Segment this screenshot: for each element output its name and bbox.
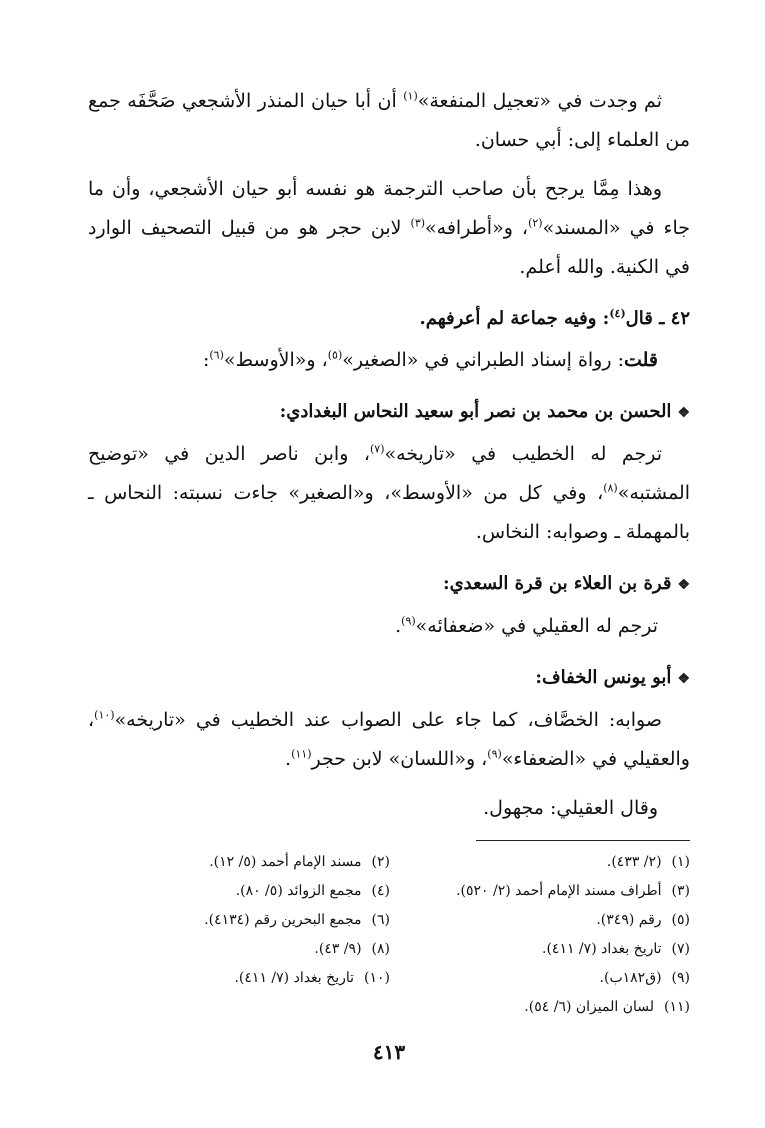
footnote-number: (٧): [671, 941, 690, 957]
text: ، وفي كل من «الأوسط»، و«الصغير» جاءت نسبته: النحاس ـ بالمهملة ـ وصوابه: النخاس.: [88, 482, 690, 543]
diamond-bullet-icon: ❖: [677, 405, 690, 421]
book-page: [88, 82, 690, 1092]
text: لابن حجر هو من قبيل التصحيف الوارد في الكنية. والله أعلم.: [88, 217, 690, 278]
text: ثم وجدت في «تعجيل المنفعة»: [417, 90, 662, 112]
footnote-item: [90, 964, 390, 993]
footnote-number: (٢): [371, 854, 390, 870]
text: ، و«الأوسط»: [223, 349, 328, 371]
footnote-text: تاريخ بغداد (٧/ ٤١١).: [542, 941, 662, 957]
text: وقال العقيلي: مجهول.: [483, 797, 658, 819]
text: .: [395, 615, 402, 637]
footnote-ref-3: (٣): [410, 216, 426, 230]
narrator-name: الحسن بن محمد بن نصر أبو سعيد النحاس البغدادي:: [279, 401, 672, 422]
text: ، وابن ناصر الدين في «توضيح المشتبه»: [88, 443, 690, 504]
paragraph-tarjih: [88, 170, 690, 287]
narrator-name: قرة بن العلاء بن قرة السعدي:: [442, 573, 672, 594]
footnote-text: مسند الإمام أحمد (٥/ ١٢).: [209, 854, 362, 870]
footnote-item: [390, 848, 690, 877]
footnote-text: أطراف مسند الإمام أحمد (٢/ ٥٢٠).: [456, 883, 662, 899]
section-heading-42: [88, 301, 690, 337]
paragraph-tajil: [88, 82, 690, 160]
footnote-item: [390, 935, 690, 964]
footnote-item: [390, 906, 690, 935]
footnote-ref-5: (٥): [327, 348, 343, 362]
footnotes-column-right: [390, 848, 690, 1022]
footnote-ref-2: (٢): [528, 216, 543, 230]
text: :: [202, 349, 210, 371]
footnote-number: (١١): [664, 999, 690, 1015]
narrator-heading-qurra: [88, 566, 690, 603]
text: ، و«اللسان» لابن حجر: [311, 748, 488, 770]
footnote-number: (٤): [371, 883, 390, 899]
footnote-number: (١٠): [364, 970, 390, 986]
qultu-label: قلت: [623, 349, 658, 371]
text: وهذا مِمَّا يرجح بأن صاحب الترجمة هو نفسه أبو حيان الأشجعي، وأن ما جاء في «المسند»: [88, 178, 690, 239]
footnote-number: (٥): [671, 912, 690, 928]
section-quote: : وفيه جماعة لم أعرفهم.: [419, 308, 610, 329]
paragraph-abu-yunus: [88, 701, 690, 779]
footnote-number: (٦): [371, 912, 390, 928]
footnote-number: (٨): [371, 941, 390, 957]
footnote-item: [90, 848, 390, 877]
footnote-text: (٢/ ٤٣٣).: [606, 854, 662, 870]
footnote-ref-6: (٦): [209, 348, 224, 362]
footnote-text: مجمع الزوائد (٥/ ٨٠).: [235, 883, 362, 899]
footnote-separator: [476, 840, 690, 841]
text: أن أبا حيان المنذر الأشجعي صَحَّفَه جمع من العلماء إلى: أبي حسان.: [88, 90, 690, 151]
diamond-bullet-icon: ❖: [677, 577, 690, 593]
text: ، والعقيلي في «الضعفاء»: [88, 709, 690, 770]
footnote-item: [90, 906, 390, 935]
page-number: ٤١٣: [372, 1040, 406, 1064]
text: ترجم له العقيلي في «ضعفائه»: [415, 615, 658, 637]
footnote-number: (٩): [671, 970, 690, 986]
footnote-item: [90, 877, 390, 906]
footnote-ref-7: (٧): [369, 442, 385, 456]
footnote-text: مجمع البحرين رقم (٤١٣٤).: [204, 912, 362, 928]
footnote-item: [390, 877, 690, 906]
paragraph-qultu: [88, 341, 690, 380]
paragraph-hasan: [88, 435, 690, 552]
footnote-ref-11: (١١): [291, 747, 312, 761]
footnote-text: تاريخ بغداد (٧/ ٤١١).: [234, 970, 355, 986]
footnotes: [88, 848, 690, 1022]
paragraph-qurra: [88, 607, 690, 646]
footnote-text: (ق١٨٢ب).: [599, 970, 662, 986]
footnote-text: رقم (٣٤٩).: [596, 912, 662, 928]
footnotes-column-left: [90, 848, 390, 1022]
text: صوابه: الخصَّاف، كما جاء على الصواب عند الخطيب في «تاريخه»: [114, 709, 662, 731]
narrator-heading-hasan: [88, 394, 690, 431]
paragraph-uqayli: [88, 789, 690, 828]
footnote-ref-1: (١): [403, 89, 418, 103]
text: .: [285, 748, 292, 770]
footnote-ref-8: (٨): [603, 481, 618, 495]
diamond-bullet-icon: ❖: [677, 671, 690, 687]
footnote-text: لسان الميزان (٦/ ٥٤).: [524, 999, 655, 1015]
narrator-heading-abu-yunus: [88, 660, 690, 697]
footnote-number: (١): [671, 854, 690, 870]
text: ترجم له الخطيب في «تاريخه»: [384, 443, 662, 465]
footnote-text: (٩/ ٤٣).: [314, 941, 362, 957]
footnote-item: [390, 993, 690, 1022]
footnote-ref-10: (١٠): [94, 708, 115, 722]
footnote-number: (٣): [671, 883, 690, 899]
footnote-ref-9: (٩): [401, 614, 416, 628]
footnote-item: [390, 964, 690, 993]
footnote-item: [90, 935, 390, 964]
footnote-ref-4: (٤): [609, 307, 626, 320]
narrator-name: أبو يونس الخفاف:: [535, 667, 672, 688]
text: ، و«أطرافه»: [425, 217, 529, 239]
footnote-ref-9b: (٩): [487, 747, 502, 761]
section-number: ٤٢ ـ قال: [625, 308, 690, 329]
text: : رواة إسناد الطبراني في «الصغير»: [342, 349, 624, 371]
